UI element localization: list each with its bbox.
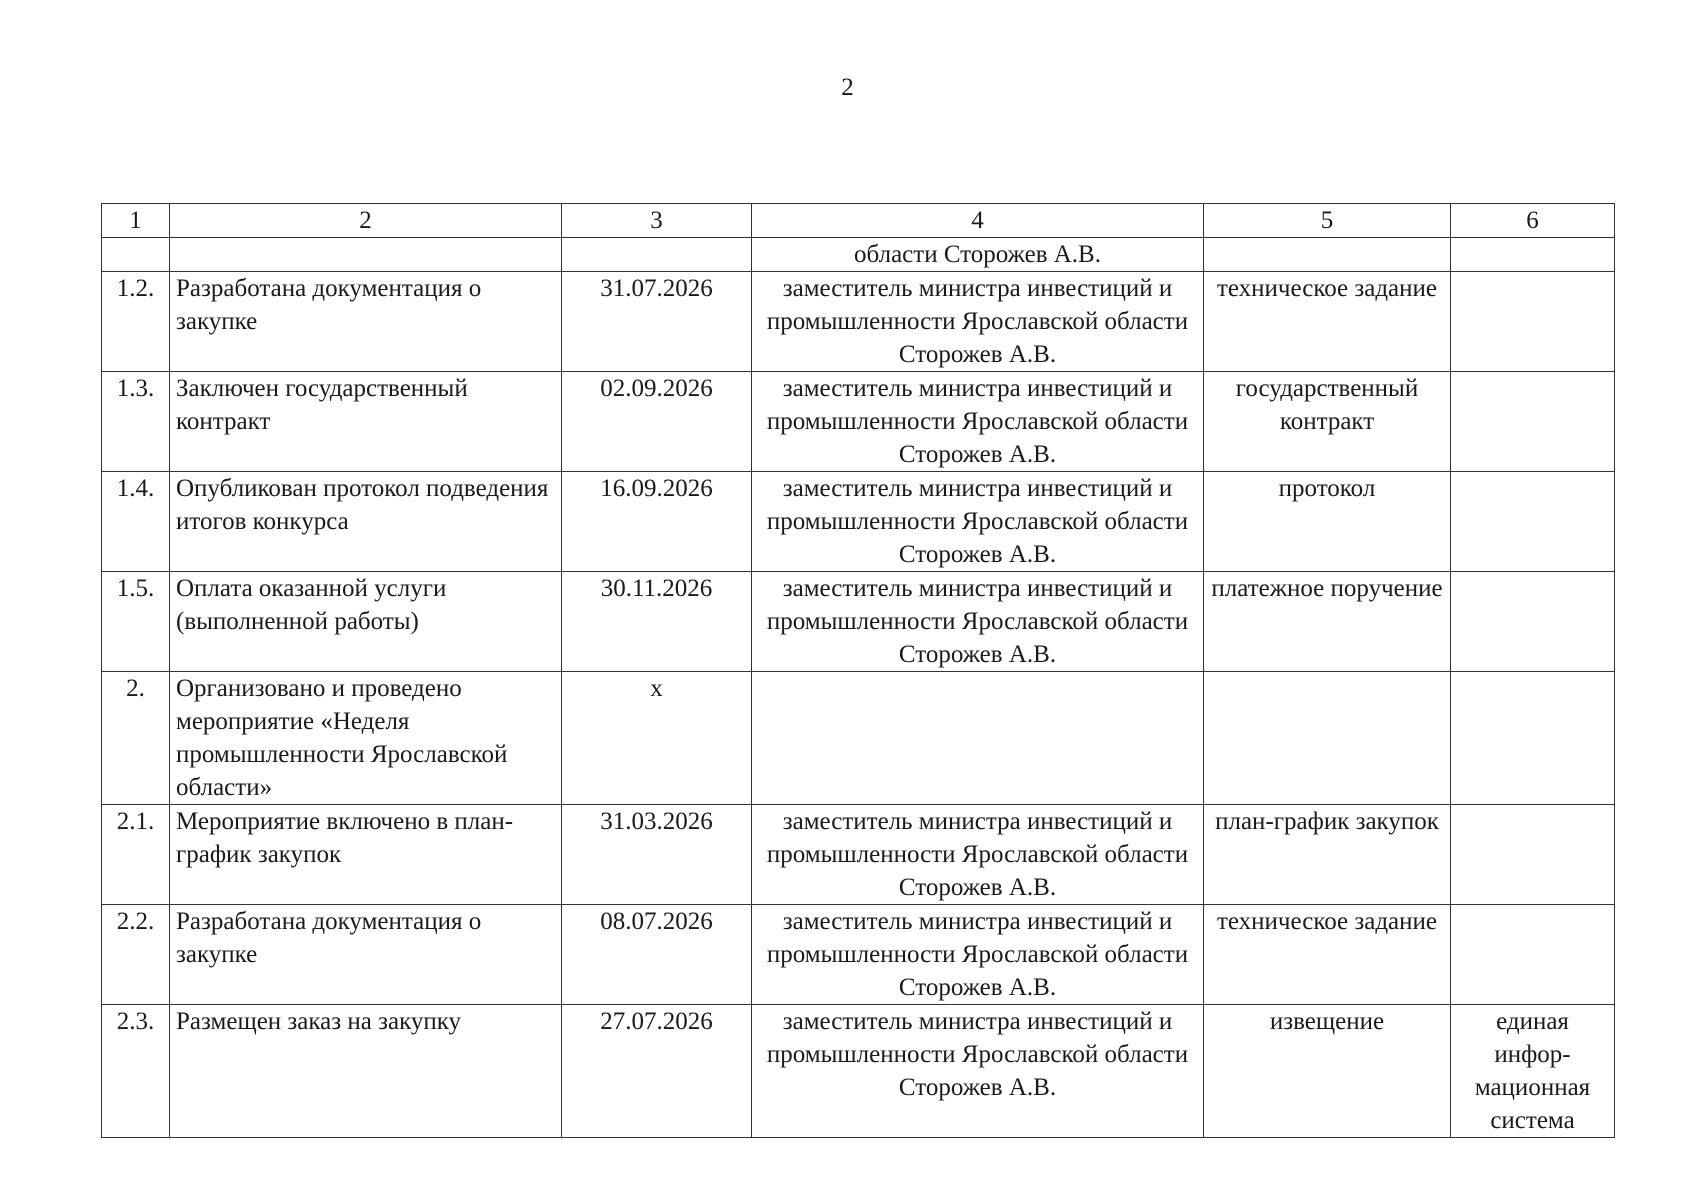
- column-header: 6: [1451, 204, 1615, 238]
- document-cell: платежное поручение: [1204, 572, 1451, 672]
- table-row: [102, 672, 1615, 805]
- responsible-cell: заместитель министра инвестиций и промышленности Ярославской области Сторожев А.В.: [752, 1005, 1204, 1138]
- responsible-cell: заместитель министра инвестиций и промышленности Ярославской области Сторожев А.В.: [752, 272, 1204, 372]
- row-number: [102, 238, 170, 272]
- event-cell: Заключен государственный контракт: [170, 372, 562, 472]
- column-header: 5: [1204, 204, 1451, 238]
- system-cell: [1451, 238, 1615, 272]
- document-cell: государственный контракт: [1204, 372, 1451, 472]
- document-cell: техническое задание: [1204, 272, 1451, 372]
- document-cell: [1204, 238, 1451, 272]
- row-number: 1.3.: [102, 372, 170, 472]
- date-cell: 16.09.2026: [562, 472, 752, 572]
- event-cell: Оплата оказанной услуги (выполненной работы): [170, 572, 562, 672]
- page-number: 2: [841, 74, 854, 101]
- document-cell: извещение: [1204, 1005, 1451, 1138]
- date-cell: 08.07.2026: [562, 905, 752, 1005]
- table-row: [102, 238, 1615, 272]
- responsible-cell: заместитель министра инвестиций и промышленности Ярославской области Сторожев А.В.: [752, 472, 1204, 572]
- document-cell: техническое задание: [1204, 905, 1451, 1005]
- table-row: [102, 272, 1615, 372]
- date-cell: 31.03.2026: [562, 805, 752, 905]
- date-cell: [562, 238, 752, 272]
- row-number: 1.5.: [102, 572, 170, 672]
- column-header: 2: [170, 204, 562, 238]
- table-row: [102, 805, 1615, 905]
- responsible-cell: заместитель министра инвестиций и промышленности Ярославской области Сторожев А.В.: [752, 905, 1204, 1005]
- table-row: [102, 905, 1615, 1005]
- system-cell: [1451, 572, 1615, 672]
- date-cell: 30.11.2026: [562, 572, 752, 672]
- event-cell: Разработана документация о закупке: [170, 905, 562, 1005]
- event-cell: Размещен заказ на закупку: [170, 1005, 562, 1138]
- document-cell: протокол: [1204, 472, 1451, 572]
- row-number: 1.2.: [102, 272, 170, 372]
- date-cell: 27.07.2026: [562, 1005, 752, 1138]
- responsible-cell: области Сторожев А.В.: [752, 238, 1204, 272]
- row-number: 2.3.: [102, 1005, 170, 1138]
- event-cell: Организовано и проведено мероприятие «Неделя промышленности Ярославской области»: [170, 672, 562, 805]
- system-cell: единая инфор-мационная система: [1451, 1005, 1615, 1138]
- table-row: [102, 1005, 1615, 1138]
- table-row: [102, 572, 1615, 672]
- responsible-cell: заместитель министра инвестиций и промышленности Ярославской области Сторожев А.В.: [752, 805, 1204, 905]
- document-cell: план-график закупок: [1204, 805, 1451, 905]
- system-cell: [1451, 672, 1615, 805]
- row-number: 2.2.: [102, 905, 170, 1005]
- table-header-row: [102, 204, 1615, 238]
- system-cell: [1451, 805, 1615, 905]
- row-number: 2.: [102, 672, 170, 805]
- row-number: 1.4.: [102, 472, 170, 572]
- column-header: 4: [752, 204, 1204, 238]
- document-cell: [1204, 672, 1451, 805]
- date-cell: 31.07.2026: [562, 272, 752, 372]
- row-number: 2.1.: [102, 805, 170, 905]
- date-cell: х: [562, 672, 752, 805]
- plan-table: [101, 203, 1615, 1138]
- event-cell: Разработана документация о закупке: [170, 272, 562, 372]
- system-cell: [1451, 905, 1615, 1005]
- event-cell: [170, 238, 562, 272]
- table-row: [102, 472, 1615, 572]
- table-row: [102, 372, 1615, 472]
- event-cell: Опубликован протокол подведения итогов конкурса: [170, 472, 562, 572]
- responsible-cell: заместитель министра инвестиций и промышленности Ярославской области Сторожев А.В.: [752, 572, 1204, 672]
- responsible-cell: [752, 672, 1204, 805]
- event-cell: Мероприятие включено в план-график закупок: [170, 805, 562, 905]
- responsible-cell: заместитель министра инвестиций и промышленности Ярославской области Сторожев А.В.: [752, 372, 1204, 472]
- column-header: 1: [102, 204, 170, 238]
- system-cell: [1451, 372, 1615, 472]
- system-cell: [1451, 272, 1615, 372]
- column-header: 3: [562, 204, 752, 238]
- date-cell: 02.09.2026: [562, 372, 752, 472]
- system-cell: [1451, 472, 1615, 572]
